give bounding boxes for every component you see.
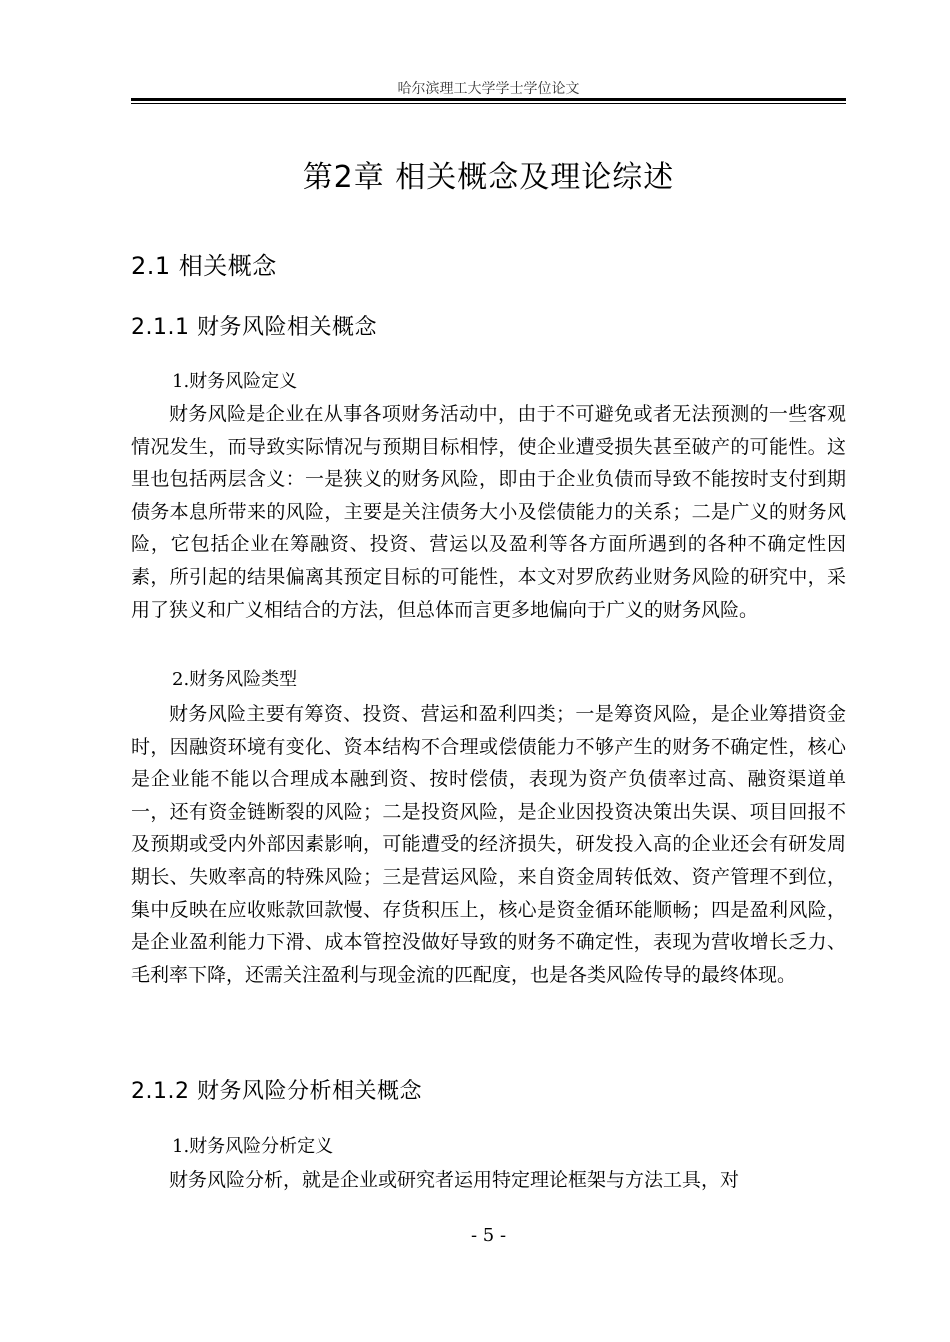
page-number: - 5 - (470, 1225, 507, 1246)
paragraph-analysis: 财务风险分析，就是企业或研究者运用特定理论框架与方法工具，对 (169, 1169, 740, 1191)
running-header: 哈尔滨理工大学学士学位论文 (397, 81, 580, 97)
paragraph-types: 财务风险主要有筹资、投资、营运和盈利四类；一是筹资风险，是企业筹措资金时，因融资环境有变化、资本结构不合理或偿债能力不够产生的财务不确定性，核心是企业能不能以合理成本融到资、按时偿债，表现为资产负债率过高、融资渠道单一，还有资金链断裂的风险；二是投资风险，是企业因投资决策出失误、项目回报不及预期或受内外部因素影响，可能遭受的经济损失，研发投入高的企业还会有研发周期长、失败率高的特殊风险；三是营运风险，来自资金周转低效、资产管理不到位，集中反映在应收账款回款慢、存货积压上，核心是资金循环能顺畅；四是盈利风险，是企业盈利能力下滑、成本管控没做好导致的财务不确定性，表现为营收增长乏力、毛利率下降，还需关注盈利与现金流的匹配度，也是各类风险传导的最终体现。 (131, 703, 846, 986)
item-financial-risk-types: 2.财务风险类型 (172, 669, 298, 690)
section-heading-2-1: 2.1 相关概念 (131, 252, 277, 280)
subsection-heading-2-1-1: 2.1.1 财务风险相关概念 (131, 315, 377, 340)
paragraph-definition: 财务风险是企业在从事各项财务活动中，由于不可避免或者无法预测的一些客观情况发生，而导致实际情况与预期目标相悖，使企业遭受损失甚至破产的可能性。这里也包括两层含义：一是狭义的财务风险，即由于企业负债而导致不能按时支付到期债务本息所带来的风险，主要是关注债务大小及偿债能力的关系；二是广义的财务风险，它包括企业在筹融资、投资、营运以及盈利等各方面所遇到的各种不确定性因素，所引起的结果偏离其预定目标的可能性，本文对罗欣药业财务风险的研究中，采用了狭义和广义相结合的方法，但总体而言更多地偏向于广义的财务风险。 (131, 403, 846, 621)
item-financial-risk-definition: 1.财务风险定义 (172, 371, 298, 392)
item-risk-analysis-definition: 1.财务风险分析定义 (172, 1136, 334, 1157)
header-rule-thin (131, 103, 846, 104)
subsection-heading-2-1-2: 2.1.2 财务风险分析相关概念 (131, 1079, 422, 1104)
header-rule-thick (131, 98, 846, 101)
chapter-title: 第2章 相关概念及理论综述 (302, 160, 675, 195)
